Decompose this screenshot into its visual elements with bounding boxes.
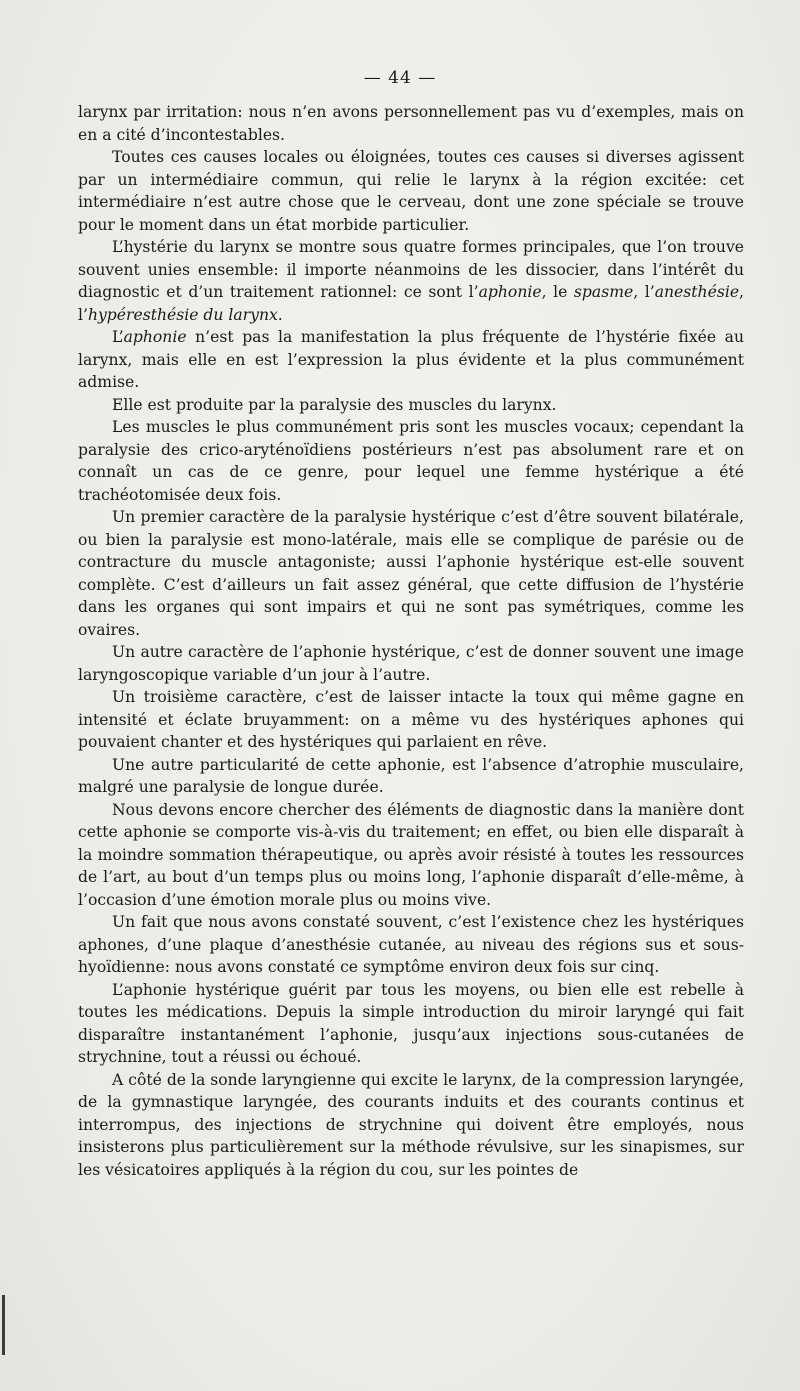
text-run: A côté de la sonde laryngienne qui excite le larynx, de la compression laryngée, de la gymnastique laryngée, des courants induits et des courants continus et interrompus, des injections de strychnine qui doivent être employés, nous insisterons plus particulièrement sur la méthode révulsive, sur les sinapismes, sur les vésicatoires appliqués à la région du cou, sur les pointes de: [78, 1070, 744, 1179]
paragraph: [78, 236, 744, 326]
text-run: , l’: [78, 283, 745, 324]
paragraph: [78, 146, 744, 236]
text-run: Nous devons encore chercher des éléments de diagnostic dans la manière dont cette aphonie se comporte vis-à-vis du traitement; en effet, ou bien elle disparaît à la moindre sommation thérapeutique, ou après avoir résisté à toutes les ressources de l’art, au bout d’un temps plus ou moins long, l’aphonie disparaît d’elle-même, à l’occasion d’une émotion morale plus ou moins vive.: [78, 800, 744, 909]
text-run: Un premier caractère de la paralysie hystérique c’est d’être souvent bilatérale, ou bien la paralysie est mono-latérale, mais elle se complique de parésie ou de contracture du muscle antagoniste; aussi l’aphonie hystérique est-elle souvent complète. C’est d’ailleurs un fait assez général, que cette diffusion de l’hystérie dans les organes qui sont impairs et qui ne sont pas symétriques, comme les ovaires.: [78, 508, 744, 639]
text-run: Un autre caractère de l’aphonie hystérique, c’est de donner souvent une image laryngoscopique variable d’un jour à l’autre.: [78, 643, 744, 684]
paragraph: [78, 416, 744, 506]
text-run: , l’: [633, 283, 655, 301]
paragraph: [78, 799, 744, 912]
paragraph: [78, 754, 744, 799]
scan-edge-mark: [2, 1295, 5, 1355]
italic-term: aphonie: [478, 283, 542, 301]
paragraph: [78, 1069, 744, 1182]
paragraph: [78, 686, 744, 754]
italic-term: anesthésie: [654, 283, 740, 301]
paragraph: [78, 911, 744, 979]
text-run: Elle est produite par la paralysie des muscles du larynx.: [112, 395, 557, 414]
text-run: , le: [541, 283, 574, 301]
italic-term: hypéresthésie du larynx: [87, 305, 278, 324]
body-text: [78, 101, 744, 1181]
text-run: L’hystérie du larynx se montre sous quatre formes principales, que l’on trouve souvent unies ensemble: il importe néanmoins de les dissocier, dans l’intérêt du diagnostic et d’un traitement rationnel: ce sont l’: [78, 238, 744, 301]
text-run: .: [277, 305, 283, 324]
paragraph: [78, 641, 744, 686]
italic-term: aphonie: [123, 328, 187, 346]
text-run: L’aphonie hystérique guérit par tous les moyens, ou bien elle est rebelle à toutes les médications. Depuis la simple introduction du miroir laryngé qui fait disparaître instantanément l’aphonie, jusqu’aux injections sous-cutanées de strychnine, tout a réussi ou échoué.: [78, 980, 744, 1066]
text-run: Toutes ces causes locales ou éloignées, toutes ces causes si diverses agissent par un intermédiaire commun, qui relie le larynx à la région excitée: cet intermédiaire n’est autre chose que le cerveau, dont une zone spéciale se trouve pour le moment dans un état morbide particulier.: [78, 148, 744, 234]
text-run: Un fait que nous avons constaté souvent, c’est l’existence chez les hystériques aphones, d’une plaque d’anesthésie cutanée, au niveau des régions sus et sous-hyoïdienne: nous avons constaté ce symptôme environ deux fois sur cinq.: [78, 913, 744, 976]
page-number: — 44 —: [363, 68, 437, 88]
text-run: Une autre particularité de cette aphonie, est l’absence d’atrophie musculaire, malgré une paralysie de longue durée.: [78, 755, 744, 796]
paragraph: [78, 394, 744, 417]
paragraph: [78, 101, 744, 146]
text-run: L’: [112, 328, 124, 346]
paragraph: [78, 506, 744, 641]
text-run: Un troisième caractère, c’est de laisser intacte la toux qui même gagne en intensité et éclate bruyamment: on a même vu des hystériques aphones qui pouvaient chanter et des hystériques qui parlaient en rêve.: [78, 688, 744, 751]
text-run: larynx par irritation: nous n’en avons personnellement pas vu d’exemples, mais on en a cité d’incontestables.: [78, 103, 744, 144]
paragraph: [78, 326, 744, 394]
text-run: Les muscles le plus communément pris sont les muscles vocaux; cependant la paralysie des crico-aryténoïdiens postérieurs n’est pas absolument rare et on connaît un cas de ce genre, pour lequel une femme hystérique a été trachéotomisée deux fois.: [78, 418, 744, 504]
paragraph: [78, 979, 744, 1069]
text-run: n’est pas la manifestation la plus fréquente de l’hystérie fixée au larynx, mais elle en est l’expression la plus évidente et la plus communément admise.: [78, 328, 744, 391]
italic-term: spasme: [573, 283, 634, 301]
